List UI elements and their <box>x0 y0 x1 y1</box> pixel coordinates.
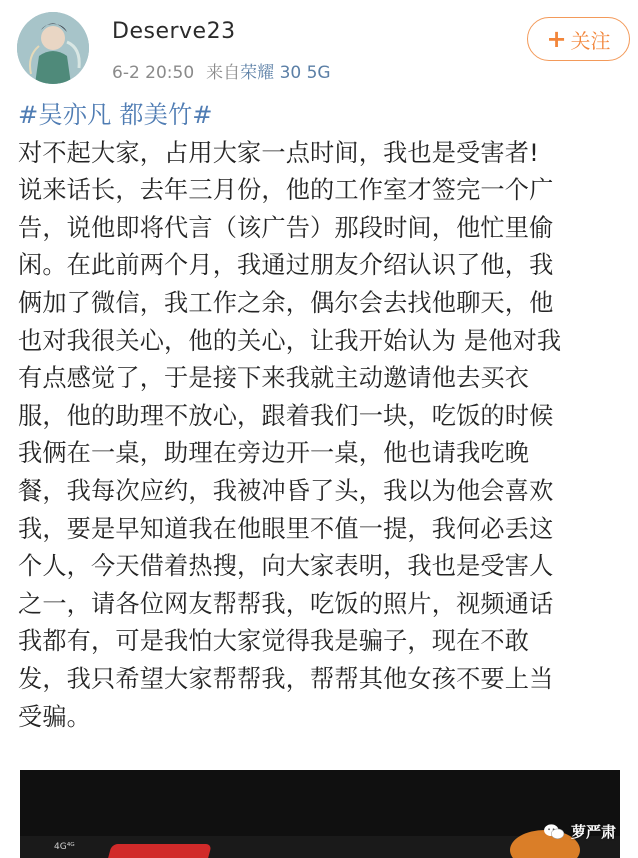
hashtag[interactable]: #吴亦凡 都美竹# <box>18 101 213 129</box>
post-line: 我俩在一桌，助理在旁边开一桌，他也请我吃晚 <box>18 439 530 468</box>
post-meta <box>112 58 331 83</box>
avatar-image <box>17 12 89 84</box>
post-line: 发，我只希望大家帮帮我，帮帮其他女孩不要上当 <box>18 664 554 693</box>
post-line: 有点感觉了，于是接下来我就主动邀请他去买衣 <box>18 364 530 393</box>
post-line: 我都有，可是我怕大家觉得我是骗子，现在不敢 <box>18 627 530 656</box>
post-line: 对不起大家，占用大家一点时间，我也是受害者! <box>18 138 539 167</box>
post-line: 个人，今天借着热搜，向大家表明，我也是受害人 <box>18 552 554 581</box>
post-header <box>0 0 638 95</box>
attached-media-preview[interactable] <box>20 770 620 858</box>
post-line: 我，要是早知道我在他眼里不值一提，我何必丢这 <box>18 514 554 543</box>
plus-icon: + <box>546 25 567 53</box>
source-prefix: 来自 <box>206 63 241 83</box>
post-line: 也对我很关心，他的关心，让我开始认为 是他对我 <box>18 326 562 355</box>
post-timestamp: 6-2 20:50 <box>112 63 195 83</box>
device-source[interactable]: 荣耀 30 5G <box>240 63 331 83</box>
watermark <box>543 821 616 842</box>
watermark-text: 萝严肃 <box>570 823 616 841</box>
wechat-icon <box>543 823 565 841</box>
post-line: 俩加了微信，我工作之余，偶尔会去找他聊天，他 <box>18 288 554 317</box>
post-line: 闲。在此前两个月，我通过朋友介绍认识了他，我 <box>18 251 554 280</box>
avatar[interactable] <box>17 12 89 84</box>
post-line: 受骗。 <box>18 702 92 731</box>
post-line: 告，说他即将代言（该广告）那段时间，他忙里偷 <box>18 213 554 242</box>
post-line: 之一，请各位网友帮帮我，吃饭的照片，视频通话 <box>18 589 554 618</box>
follow-button-label: 关注 <box>570 28 611 53</box>
post-line: 说来话长，去年三月份，他的工作室才签完一个广 <box>18 176 554 205</box>
redaction-mark <box>108 844 212 858</box>
post-line: 服，他的助理不放心，跟着我们一块，吃饭的时候 <box>18 401 554 430</box>
follow-button[interactable] <box>527 17 630 61</box>
media-status-text: 4G⁴ᴳ <box>54 842 75 852</box>
username[interactable]: Deserve23 <box>112 19 236 44</box>
post-line: 餐，我每次应约，我被冲昏了头，我以为他会喜欢 <box>18 476 554 505</box>
post-body <box>18 97 630 736</box>
